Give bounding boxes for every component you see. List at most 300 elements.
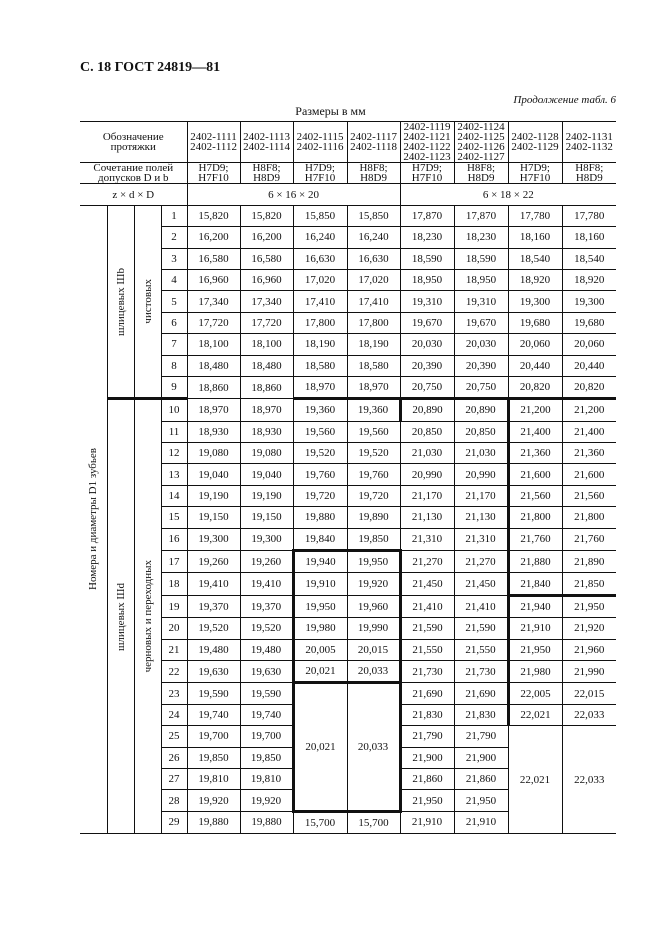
value-cell: 19,760 [293, 464, 347, 485]
header-tolerance [454, 163, 508, 184]
tooth-number: 12 [161, 443, 187, 464]
value-cell: 18,950 [400, 269, 454, 290]
value-cell: 19,560 [347, 421, 400, 442]
value-cell: 19,920 [187, 790, 240, 811]
header-zdD-right: 6 × 18 × 22 [400, 184, 616, 205]
value-cell: 21,800 [508, 507, 562, 528]
header-text: Обозначение протяжки [102, 131, 164, 153]
value-cell: 21,270 [454, 551, 508, 573]
group-d-sub-text: черновых и переходных [141, 560, 154, 673]
value-cell: 16,580 [187, 248, 240, 269]
value-cell: 18,920 [508, 269, 562, 290]
value-cell: 21,790 [400, 726, 454, 747]
table-row [80, 639, 616, 660]
value-cell: 16,630 [293, 248, 347, 269]
tolerance-text: H7D9; H7F10 [519, 162, 551, 185]
value-cell: 19,740 [187, 704, 240, 725]
value-cell: 19,720 [347, 485, 400, 506]
value-cell: 15,700 [293, 811, 347, 833]
value-cell: 19,880 [187, 811, 240, 833]
value-cell: 21,170 [400, 485, 454, 506]
value-cell: 19,980 [293, 618, 347, 639]
merged-value: 20,021 [293, 683, 347, 811]
value-cell: 19,310 [454, 291, 508, 312]
value-cell: 19,960 [347, 595, 400, 617]
value-cell: 21,410 [400, 595, 454, 617]
value-cell: 21,950 [508, 639, 562, 660]
value-cell: 17,020 [347, 269, 400, 290]
value-cell: 21,830 [454, 704, 508, 725]
value-cell: 21,030 [454, 443, 508, 464]
value-cell: 21,560 [562, 485, 616, 506]
value-cell: 21,550 [454, 639, 508, 660]
value-cell: 19,990 [347, 618, 400, 639]
table-row [80, 334, 616, 355]
value-cell: 20,030 [454, 334, 508, 355]
value-cell: 21,790 [454, 726, 508, 747]
value-cell: 16,240 [347, 227, 400, 248]
value-cell: 19,370 [187, 595, 240, 617]
value-cell: 20,750 [454, 376, 508, 398]
value-cell: 18,930 [240, 421, 293, 442]
designation-text: 2402-1131 2402-1132 [565, 131, 613, 153]
value-cell: 19,680 [562, 312, 616, 333]
table-row [80, 421, 616, 442]
tolerance-text: H7D9; H7F10 [411, 162, 443, 185]
table-row [80, 227, 616, 248]
value-cell: 21,910 [454, 811, 508, 833]
value-cell: 21,310 [454, 528, 508, 550]
table-row [80, 660, 616, 682]
value-cell: 18,480 [187, 355, 240, 376]
value-cell: 21,550 [400, 639, 454, 660]
value-cell: 19,670 [400, 312, 454, 333]
value-cell: 21,730 [400, 660, 454, 682]
page-header: С. 18 ГОСТ 24819—81 [80, 60, 221, 75]
value-cell: 21,980 [508, 660, 562, 682]
value-cell: 15,850 [293, 205, 347, 226]
value-cell: 18,930 [187, 421, 240, 442]
value-cell: 18,190 [293, 334, 347, 355]
value-cell: 21,360 [562, 443, 616, 464]
value-cell: 17,780 [562, 205, 616, 226]
value-cell: 21,960 [562, 639, 616, 660]
value-cell: 18,970 [347, 376, 400, 398]
value-cell: 19,880 [240, 811, 293, 833]
tooth-number: 13 [161, 464, 187, 485]
value-cell: 19,740 [240, 704, 293, 725]
designation-text: 2402-1113 2402-1114 [243, 131, 290, 153]
value-cell: 19,410 [187, 573, 240, 595]
value-cell: 18,230 [454, 227, 508, 248]
value-cell: 20,005 [293, 639, 347, 660]
designation-text: 2402-1124 2402-1125 2402-1126 2402-1127 [457, 121, 505, 163]
value-cell: 21,890 [562, 551, 616, 573]
value-cell: 16,200 [240, 227, 293, 248]
broach-table [80, 121, 616, 834]
value-cell: 21,310 [400, 528, 454, 550]
continuation-note: Продолжение табл. 6 [513, 94, 616, 106]
value-cell: 19,940 [293, 551, 347, 573]
designation-text: 2402-1117 2402-1118 [350, 131, 397, 153]
value-cell: 18,540 [562, 248, 616, 269]
value-cell: 21,410 [454, 595, 508, 617]
value-cell: 22,021 [508, 704, 562, 725]
group-d-label [107, 399, 134, 834]
value-cell: 17,340 [240, 291, 293, 312]
value-cell: 20,440 [562, 355, 616, 376]
value-cell: 16,630 [347, 248, 400, 269]
table-row [80, 399, 616, 421]
value-cell: 18,970 [240, 399, 293, 421]
tolerance-text: H8F8; H8D9 [466, 162, 496, 185]
value-cell: 21,400 [508, 421, 562, 442]
value-cell: 19,920 [240, 790, 293, 811]
value-cell: 19,720 [293, 485, 347, 506]
value-cell: 22,033 [562, 704, 616, 725]
value-cell: 19,300 [187, 528, 240, 550]
value-cell: 19,630 [187, 660, 240, 682]
tooth-number: 15 [161, 507, 187, 528]
value-cell: 19,080 [187, 443, 240, 464]
value-cell: 17,020 [293, 269, 347, 290]
designation-text: 2402-1115 2402-1116 [296, 131, 344, 153]
header-tolerance-label [80, 163, 187, 184]
value-cell: 20,850 [454, 421, 508, 442]
value-cell: 19,520 [293, 443, 347, 464]
merged-value: 22,021 [508, 726, 562, 834]
value-cell: 22,015 [562, 683, 616, 704]
value-cell: 21,690 [400, 683, 454, 704]
value-cell: 21,920 [562, 618, 616, 639]
tooth-number: 18 [161, 573, 187, 595]
header-tolerance [293, 163, 347, 184]
value-cell: 18,190 [347, 334, 400, 355]
value-cell: 21,450 [454, 573, 508, 595]
value-cell: 21,690 [454, 683, 508, 704]
value-cell: 18,860 [240, 376, 293, 398]
value-cell: 21,910 [508, 618, 562, 639]
tooth-number: 16 [161, 528, 187, 550]
tolerance-text: H8F8; H8D9 [359, 162, 388, 185]
value-cell: 21,850 [562, 573, 616, 595]
value-cell: 19,760 [347, 464, 400, 485]
header-tolerance [400, 163, 454, 184]
value-cell: 19,840 [293, 528, 347, 550]
value-cell: 20,990 [454, 464, 508, 485]
value-cell: 19,300 [240, 528, 293, 550]
value-cell: 21,860 [400, 768, 454, 789]
tooth-number: 23 [161, 683, 187, 704]
tooth-number: 5 [161, 291, 187, 312]
value-cell: 19,370 [240, 595, 293, 617]
table-row [80, 485, 616, 506]
value-cell: 21,900 [400, 747, 454, 768]
value-cell: 19,850 [240, 747, 293, 768]
tooth-number: 10 [161, 399, 187, 421]
value-cell: 19,480 [187, 639, 240, 660]
group-b-label [107, 205, 134, 399]
value-cell: 16,240 [293, 227, 347, 248]
tooth-number: 17 [161, 551, 187, 573]
tooth-number: 4 [161, 269, 187, 290]
value-cell: 21,860 [454, 768, 508, 789]
value-cell: 19,810 [187, 768, 240, 789]
table-row [80, 683, 616, 704]
tooth-number: 25 [161, 726, 187, 747]
table-row [80, 464, 616, 485]
table-row [80, 618, 616, 639]
value-cell: 21,400 [562, 421, 616, 442]
value-cell: 20,060 [508, 334, 562, 355]
value-cell: 19,480 [240, 639, 293, 660]
value-cell: 21,900 [454, 747, 508, 768]
header-tolerance [508, 163, 562, 184]
group-d-sub-label [134, 399, 161, 834]
value-cell: 19,260 [187, 551, 240, 573]
value-cell: 21,880 [508, 551, 562, 573]
value-cell: 21,360 [508, 443, 562, 464]
group-b-text: шлицевых Шb [114, 267, 127, 336]
value-cell: 21,130 [454, 507, 508, 528]
value-cell: 21,200 [508, 399, 562, 421]
value-cell: 19,300 [508, 291, 562, 312]
value-cell: 19,700 [187, 726, 240, 747]
tooth-number: 11 [161, 421, 187, 442]
header-tolerance [240, 163, 293, 184]
value-cell: 21,800 [562, 507, 616, 528]
header-designation-label [80, 122, 187, 163]
value-cell: 18,100 [187, 334, 240, 355]
table-row [80, 312, 616, 333]
value-cell: 19,880 [293, 507, 347, 528]
value-cell: 19,150 [187, 507, 240, 528]
value-cell: 18,160 [508, 227, 562, 248]
value-cell: 19,920 [347, 573, 400, 595]
value-cell: 18,480 [240, 355, 293, 376]
tooth-number: 28 [161, 790, 187, 811]
tooth-number: 19 [161, 595, 187, 617]
value-cell: 19,950 [293, 595, 347, 617]
table-row [80, 248, 616, 269]
header-designation [400, 122, 454, 163]
value-cell: 20,820 [562, 376, 616, 398]
header-designation [293, 122, 347, 163]
tooth-number: 27 [161, 768, 187, 789]
table-row [80, 528, 616, 550]
value-cell: 17,800 [347, 312, 400, 333]
value-cell: 21,730 [454, 660, 508, 682]
value-cell: 20,021 [293, 660, 347, 682]
tolerance-text: H7D9; H7F10 [304, 162, 336, 185]
table-row [80, 376, 616, 398]
value-cell: 21,950 [454, 790, 508, 811]
value-cell: 21,560 [508, 485, 562, 506]
tooth-number: 6 [161, 312, 187, 333]
value-cell: 20,850 [400, 421, 454, 442]
header-zdD-left: 6 × 16 × 20 [187, 184, 400, 205]
header-designation [187, 122, 240, 163]
header-tolerance [562, 163, 616, 184]
header-zdD-label: z × d × D [80, 184, 187, 205]
value-cell: 21,950 [562, 595, 616, 617]
value-cell: 19,670 [454, 312, 508, 333]
tooth-number: 1 [161, 205, 187, 226]
header-designation [347, 122, 400, 163]
value-cell: 16,960 [240, 269, 293, 290]
tolerance-text: H7D9; H7F10 [198, 162, 229, 185]
table-row [80, 551, 616, 573]
value-cell: 19,630 [240, 660, 293, 682]
tooth-number: 24 [161, 704, 187, 725]
group-d-text: шлицевых Шd [114, 582, 127, 651]
designation-text: 2402-1119 2402-1121 2402-1122 2402-1123 [403, 121, 451, 163]
value-cell: 21,590 [454, 618, 508, 639]
value-cell: 18,100 [240, 334, 293, 355]
merged-value: 22,033 [562, 726, 616, 834]
value-cell: 18,580 [293, 355, 347, 376]
value-cell: 17,720 [240, 312, 293, 333]
tooth-number: 26 [161, 747, 187, 768]
value-cell: 18,540 [508, 248, 562, 269]
table-row [80, 443, 616, 464]
tooth-number: 20 [161, 618, 187, 639]
designation-text: 2402-1128 2402-1129 [511, 131, 559, 153]
value-cell: 20,820 [508, 376, 562, 398]
tooth-number: 22 [161, 660, 187, 682]
value-cell: 19,590 [240, 683, 293, 704]
tooth-number: 8 [161, 355, 187, 376]
value-cell: 20,890 [454, 399, 508, 421]
tooth-number: 7 [161, 334, 187, 355]
value-cell: 21,760 [562, 528, 616, 550]
value-cell: 21,590 [400, 618, 454, 639]
value-cell: 19,150 [240, 507, 293, 528]
header-tolerance [347, 163, 400, 184]
value-cell: 21,600 [562, 464, 616, 485]
value-cell: 21,600 [508, 464, 562, 485]
value-cell: 21,830 [400, 704, 454, 725]
value-cell: 19,520 [347, 443, 400, 464]
value-cell: 21,130 [400, 507, 454, 528]
value-cell: 21,030 [400, 443, 454, 464]
table-row [80, 595, 616, 617]
value-cell: 18,860 [187, 376, 240, 398]
value-cell: 19,680 [508, 312, 562, 333]
value-cell: 17,410 [293, 291, 347, 312]
tooth-number: 21 [161, 639, 187, 660]
value-cell: 21,270 [400, 551, 454, 573]
value-cell: 18,590 [400, 248, 454, 269]
value-cell: 19,360 [293, 399, 347, 421]
tooth-number: 2 [161, 227, 187, 248]
value-cell: 16,960 [187, 269, 240, 290]
outer-label [80, 205, 107, 833]
value-cell: 15,850 [347, 205, 400, 226]
value-cell: 19,700 [240, 726, 293, 747]
value-cell: 19,810 [240, 768, 293, 789]
header-designation [454, 122, 508, 163]
value-cell: 22,005 [508, 683, 562, 704]
value-cell: 21,760 [508, 528, 562, 550]
table-row [80, 355, 616, 376]
value-cell: 20,750 [400, 376, 454, 398]
units-caption: Размеры в мм [295, 104, 366, 118]
value-cell: 17,410 [347, 291, 400, 312]
value-cell: 21,950 [400, 790, 454, 811]
value-cell: 21,200 [562, 399, 616, 421]
value-cell: 18,970 [187, 399, 240, 421]
value-cell: 16,200 [187, 227, 240, 248]
value-cell: 20,015 [347, 639, 400, 660]
value-cell: 21,910 [400, 811, 454, 833]
tooth-number: 9 [161, 376, 187, 398]
value-cell: 21,170 [454, 485, 508, 506]
value-cell: 19,040 [240, 464, 293, 485]
value-cell: 21,940 [508, 595, 562, 617]
value-cell: 19,950 [347, 551, 400, 573]
table-row [80, 291, 616, 312]
header-designation [508, 122, 562, 163]
value-cell: 20,060 [562, 334, 616, 355]
value-cell: 17,870 [400, 205, 454, 226]
tolerance-text: H8F8; H8D9 [575, 162, 604, 185]
value-cell: 19,850 [187, 747, 240, 768]
value-cell: 18,970 [293, 376, 347, 398]
value-cell: 19,080 [240, 443, 293, 464]
value-cell: 19,260 [240, 551, 293, 573]
value-cell: 20,990 [400, 464, 454, 485]
value-cell: 18,920 [562, 269, 616, 290]
value-cell: 21,990 [562, 660, 616, 682]
value-cell: 17,720 [187, 312, 240, 333]
value-cell: 19,360 [347, 399, 400, 421]
value-cell: 19,910 [293, 573, 347, 595]
table-row [80, 507, 616, 528]
designation-text: 2402-1111 2402-1112 [190, 131, 237, 153]
value-cell: 18,230 [400, 227, 454, 248]
tooth-number: 3 [161, 248, 187, 269]
outer-label-text: Номера и диаметры D1 зубьев [87, 448, 100, 591]
header-designation [562, 122, 616, 163]
value-cell: 19,040 [187, 464, 240, 485]
tolerance-text: H8F8; H8D9 [252, 162, 281, 185]
value-cell: 19,190 [187, 485, 240, 506]
table-row [80, 205, 616, 226]
value-cell: 18,160 [562, 227, 616, 248]
header-text: Сочетание полей допусков D и b [93, 162, 174, 185]
tooth-number: 14 [161, 485, 187, 506]
value-cell: 20,390 [454, 355, 508, 376]
value-cell: 17,800 [293, 312, 347, 333]
value-cell: 17,870 [454, 205, 508, 226]
merged-value: 20,033 [347, 683, 400, 811]
header-designation [240, 122, 293, 163]
table-row [80, 269, 616, 290]
value-cell: 19,520 [187, 618, 240, 639]
value-cell: 15,700 [347, 811, 400, 833]
value-cell: 21,840 [508, 573, 562, 595]
header-tolerance [187, 163, 240, 184]
group-b-sub-text: чистовых [141, 279, 154, 324]
tooth-number: 29 [161, 811, 187, 833]
value-cell: 20,033 [347, 660, 400, 682]
value-cell: 19,300 [562, 291, 616, 312]
value-cell: 20,440 [508, 355, 562, 376]
value-cell: 17,340 [187, 291, 240, 312]
value-cell: 19,190 [240, 485, 293, 506]
value-cell: 17,780 [508, 205, 562, 226]
